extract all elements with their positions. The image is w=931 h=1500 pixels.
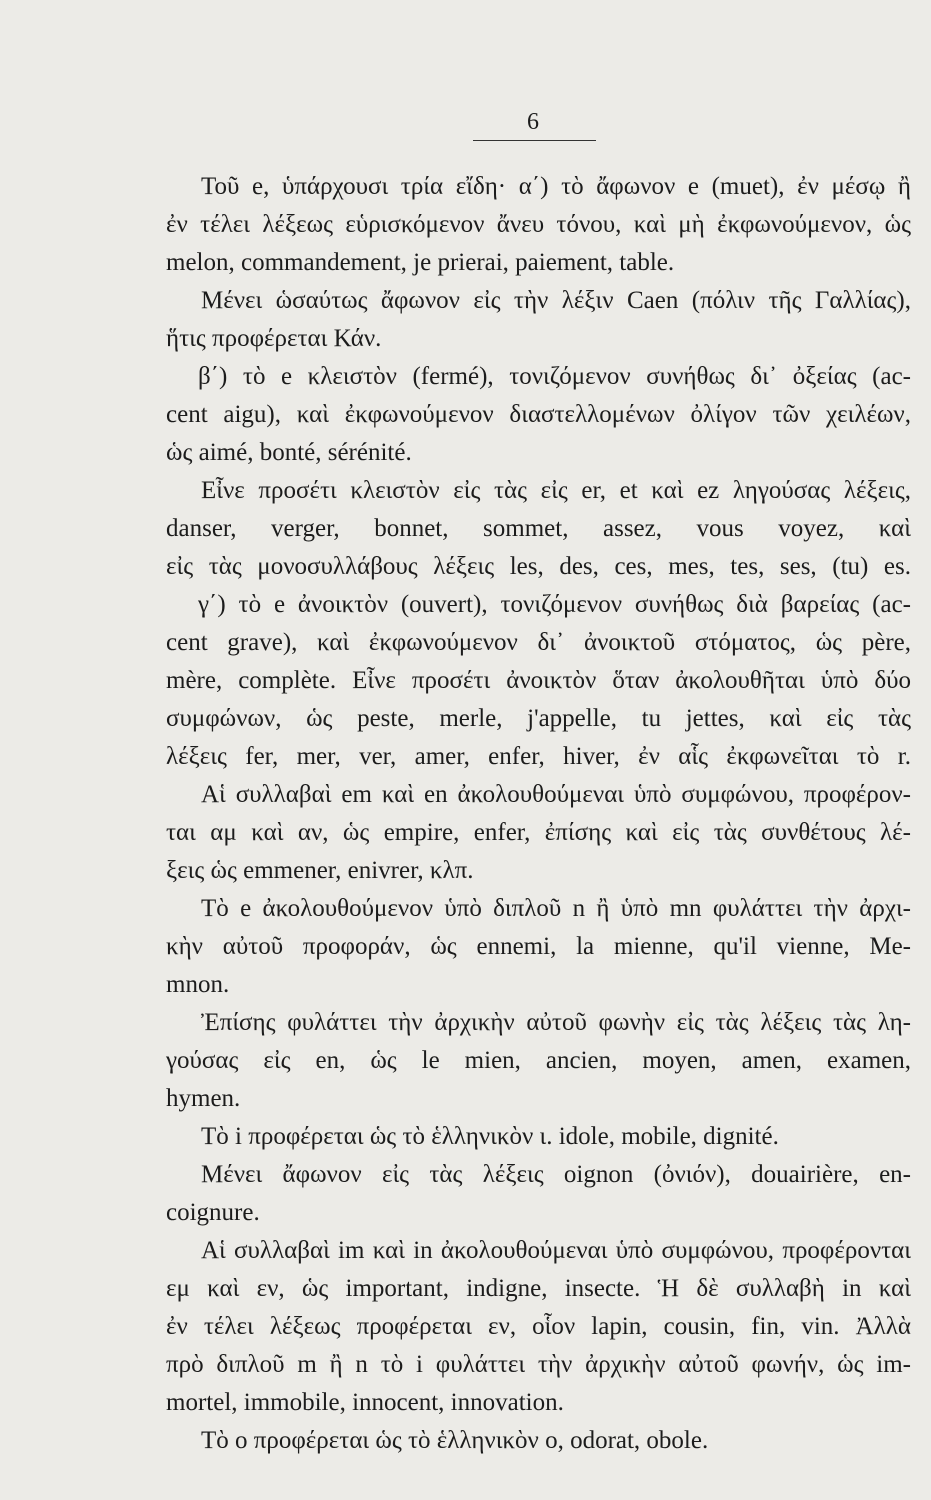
text-line: Εἶνε προσέτι κλειστὸν εἰς τὰς εἰς er, et καὶ ez ληγούσας λέξεις, <box>201 477 911 504</box>
text-line: melon, commandement, je prierai, paiement, table. <box>166 249 675 276</box>
text-line: ξεις ὡς emmener, enivrer, κλπ. <box>166 857 474 884</box>
text-line: ἐν τέλει λέξεως εὑρισκόμενον ἄνευ τόνου, καὶ μὴ ἐκφωνούμενον, ὡς <box>166 211 911 238</box>
text-line: ὡς aimé, bonté, sérénité. <box>166 439 412 466</box>
text-line: mortel, immobile, innocent, innovation. <box>166 1389 564 1416</box>
text-line: danser, verger, bonnet, sommet, assez, vous voyez, καὶ <box>166 515 911 542</box>
text-line: Μένει ἄφωνον εἰς τὰς λέξεις oignon (ὀνιόν), douairière, en- <box>201 1161 911 1188</box>
text-line: Τὸ o προφέρεται ὡς τὸ ἑλληνικὸν ο, odorat, obole. <box>201 1427 709 1454</box>
text-line: εμ καὶ εν, ὡς important, indigne, insecte. Ἡ δὲ συλλαβὴ in καὶ <box>166 1275 911 1302</box>
text-line: εἰς τὰς μονοσυλλάβους λέξεις les, des, ces, mes, tes, ses, (tu) es. <box>166 553 911 580</box>
text-line: Τὸ e ἀκολουθούμενον ὑπὸ διπλοῦ n ἢ ὑπὸ mn φυλάττει τὴν ἀρχι- <box>201 895 911 922</box>
text-line: mère, complète. Εἶνε προσέτι ἀνοικτὸν ὅταν ἀκολουθῆται ὑπὸ δύο <box>166 667 911 694</box>
text-line: Αἱ συλλαβαὶ im καὶ in ἀκολουθούμεναι ὑπὸ συμφώνου, προφέρονται <box>201 1237 911 1264</box>
text-line: Τοῦ e, ὑπάρχουσι τρία εἴδη· α΄) τὸ ἄφωνον e (muet), ἐν μέσῳ ἢ <box>201 173 911 200</box>
text-line: λέξεις fer, mer, ver, amer, enfer, hiver, ἐν αἷς ἐκφωνεῖται τὸ r. <box>166 743 911 770</box>
text-line: ἐν τέλει λέξεως προφέρεται εν, οἷον lapin, cousin, fin, vin. Ἀλλὰ <box>166 1313 911 1340</box>
text-line: πρὸ διπλοῦ m ἢ n τὸ i φυλάττει τὴν ἀρχικὴν αὐτοῦ φωνήν, ὡς im- <box>166 1351 911 1378</box>
text-line: ται αμ καὶ αν, ὡς empire, enfer, ἐπίσης καὶ εἰς τὰς συνθέτους λέ- <box>166 819 911 846</box>
text-line: Τὸ i προφέρεται ὡς τὸ ἑλληνικὸν ι. idole, mobile, dignité. <box>201 1123 779 1150</box>
text-line: Μένει ὡσαύτως ἄφωνον εἰς τὴν λέξιν Caen (πόλιν τῆς Γαλλίας), <box>201 287 911 314</box>
text-line: Αἱ συλλαβαὶ em καὶ en ἀκολουθούμεναι ὑπὸ συμφώνου, προφέρον- <box>201 781 911 808</box>
text-line: cent aigu), καὶ ἐκφωνούμενον διαστελλομένων ὀλίγον τῶν χειλέων, <box>166 401 911 428</box>
text-line: hymen. <box>166 1085 241 1112</box>
text-line: mnon. <box>166 971 230 998</box>
text-line: coignure. <box>166 1199 260 1226</box>
page-number: 6 <box>527 109 539 135</box>
text-line: β΄) τὸ e κλειστὸν (fermé), τονιζόμενον συνήθως δι᾽ ὀξείας (ac- <box>198 363 911 390</box>
header-rule <box>473 140 596 141</box>
text-line: Ἐπίσης φυλάττει τὴν ἀρχικὴν αὐτοῦ φωνὴν εἰς τὰς λέξεις τὰς λη- <box>201 1009 911 1036</box>
text-line: συμφώνων, ὡς peste, merle, j'appelle, tu jettes, καὶ εἰς τὰς <box>166 705 911 732</box>
text-line: γούσας εἰς en, ὡς le mien, ancien, moyen, amen, examen, <box>166 1047 911 1074</box>
text-line: ἥτις προφέρεται Κάν. <box>166 325 382 352</box>
text-line: κὴν αὐτοῦ προφοράν, ὡς ennemi, la mienne, qu'il vienne, Me- <box>166 933 911 960</box>
text-line: γ΄) τὸ e ἀνοικτὸν (ouvert), τονιζόμενον συνήθως διὰ βαρείας (ac- <box>198 591 911 618</box>
text-line: cent grave), καὶ ἐκφωνούμενον δι᾽ ἀνοικτοῦ στόματος, ὡς père, <box>166 629 911 656</box>
